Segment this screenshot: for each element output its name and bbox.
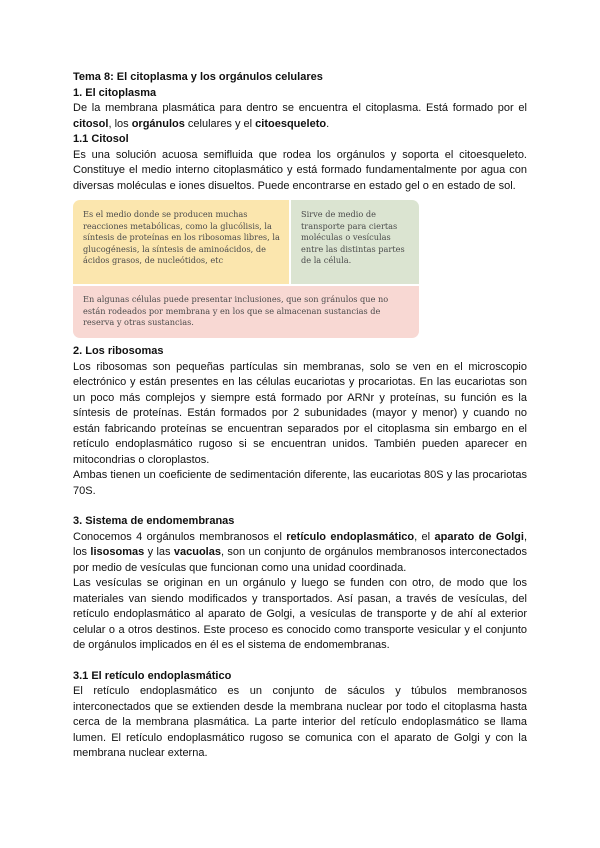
section-3-1-paragraph: El retículo endoplasmático es un conjunto de sáculos y túbulos membranosos interconectados que se extienden desde la membrana nuclear por todo el citoplasma hasta cerca de la membrana plasmática. La parte interior del retículo endoplasmático se llama lumen. El retículo endoplasmático rugoso se comunica con el aparato de Golgi y con la membrana nuclear externa.	[73, 685, 527, 759]
section-2-heading: 2. Los ribosomas	[73, 345, 164, 357]
citosol-figure	[73, 200, 419, 338]
figure-box-inclusions: En algunas células puede presentar inclusiones, que son gránulos que no están rodeados por membrana y en los que se almacenan sustancias de reserva y otras sustancias.	[73, 284, 419, 338]
section-1-1-heading: 1.1 Citosol	[73, 133, 129, 145]
document-page	[73, 70, 527, 762]
section-1-paragraph: De la membrana plasmática para dentro se encuentra el citoplasma. Está formado por el citosol, los orgánulos celulares y el citoesqueleto.	[73, 102, 527, 130]
section-1-heading: 1. El citoplasma	[73, 86, 157, 99]
figure-box-reactions: Es el medio donde se producen muchas reacciones metabólicas, como la glucólisis, la síntesis de proteínas en los ribosomas libres, la glucogénesis, la síntesis de aminoácidos, de ácidos grasos, de nucleótidos, etc	[73, 200, 289, 284]
section-2-paragraph-2: Ambas tienen un coeficiente de sedimentación diferente, las eucariotas 80S y las procariotas 70S.	[73, 469, 527, 497]
section-3-paragraph-1: Conocemos 4 orgánulos membranosos el retículo endoplasmático, el aparato de Golgi, los lisosomas y las vacuolas, son un conjunto de orgánulos membranosos interconectados por medio de vesículas que funcionan como una unidad coordinada.	[73, 530, 527, 574]
section-1-1-paragraph: Es una solución acuosa semifluida que rodea los orgánulos y soporta el citoesqueleto. Constituye el medio interno citoplasmático y está formado fundamentalmente por agua con diversas moléculas e iones disueltos. Puede encontrarse en estado gel o en estado de sol.	[73, 148, 527, 192]
section-3-1-heading: 3.1 El retículo endoplasmático	[73, 669, 232, 682]
document-title: Tema 8: El citoplasma y los orgánulos celulares	[73, 71, 323, 83]
section-3-paragraph-2: Las vesículas se originan en un orgánulo y luego se funden con otro, de modo que los materiales van siendo modificados y transportados. Así pasan, a través de vesículas, del retículo endoplasmático al aparato de Golgi, a vesículas de transporte y de ahí al exterior celular o a otros destinos. Este proceso es conocido como transporte vesicular y el conjunto de orgánulos implicados en él es el sistema de endomembranas.	[73, 577, 527, 651]
section-2-paragraph-1: Los ribosomas son pequeñas partículas sin membranas, solo se ven en el microscopio electrónico y están presentes en las células eucariotas y procariotas. En las eucariotas son un poco más complejos y siempre está formado por ARNr y proteínas, su función es la síntesis de proteínas. Están formados por 2 subunidades (mayor y menor) y cuando no están fabricando proteínas se encuentran separados por el citoplasma sin embargo en el retículo endoplasmático rugoso si se encuentran unidos. También pueden aparecer en mitocondrias o cloroplastos.	[73, 360, 527, 466]
figure-box-transport: Sirve de medio de transporte para ciertas moléculas o vesículas entre las distintas partes de la célula.	[289, 200, 419, 284]
section-3-heading: 3. Sistema de endomembranas	[73, 515, 235, 527]
